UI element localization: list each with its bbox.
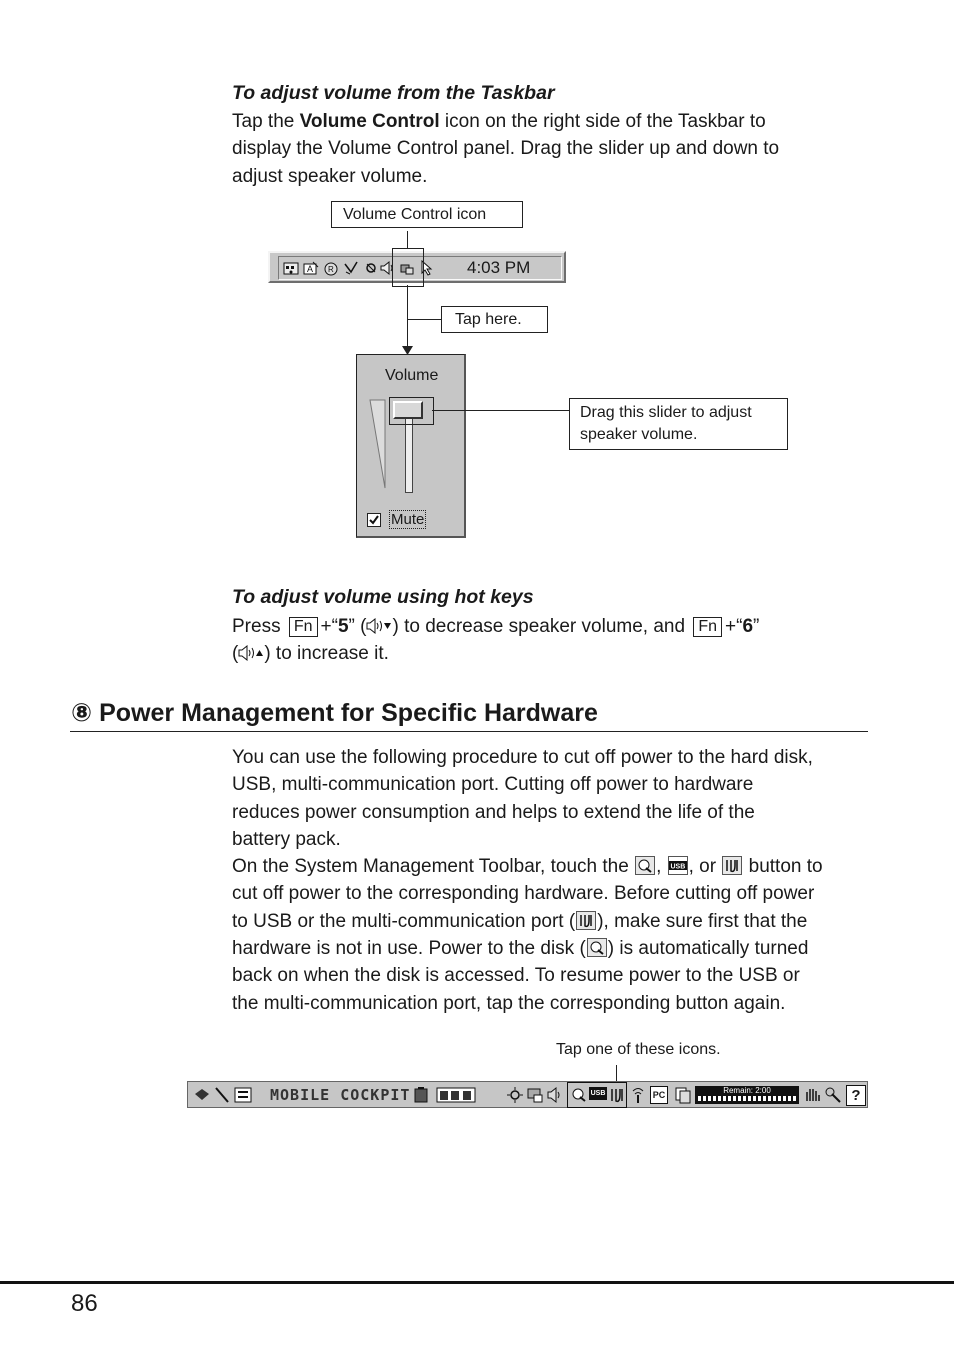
para-text: USB, multi-communication port. Cutting off power to hardware bbox=[232, 774, 754, 796]
checkmark-icon bbox=[368, 514, 380, 526]
battery-status-icon[interactable] bbox=[436, 1086, 476, 1104]
toolbar-title: MOBILE COCKPIT bbox=[270, 1086, 411, 1104]
section-heading bbox=[71, 698, 598, 728]
usb-power-icon bbox=[668, 856, 688, 875]
text-input-icon[interactable] bbox=[303, 260, 319, 276]
para-text: ” bbox=[753, 616, 760, 637]
port-power-icon bbox=[576, 911, 596, 930]
page-number: 86 bbox=[71, 1290, 98, 1317]
stylus-icon[interactable] bbox=[323, 260, 339, 276]
pen-tool-icon[interactable] bbox=[214, 1086, 230, 1104]
disk-power-icon bbox=[587, 938, 607, 957]
para-text: You can use the following procedure to cut off power to the hard disk, bbox=[232, 747, 813, 768]
volume-control-panel bbox=[356, 354, 466, 538]
pen-icon[interactable] bbox=[343, 260, 359, 276]
copy-icon[interactable] bbox=[674, 1086, 692, 1104]
para-text: , bbox=[656, 856, 662, 878]
leader-line bbox=[408, 319, 441, 320]
callout-text: speaker volume. bbox=[580, 426, 698, 443]
volume-up-icon bbox=[238, 645, 264, 661]
system-management-toolbar bbox=[187, 1081, 868, 1108]
taskbar-volume-heading: To adjust volume from the Taskbar bbox=[232, 82, 555, 104]
para-text: button to bbox=[748, 856, 823, 878]
mute-label: Mute bbox=[391, 511, 425, 528]
volume-panel-title: Volume bbox=[385, 367, 439, 384]
callout-text: Drag this slider to adjust bbox=[580, 404, 752, 421]
para-text: Press bbox=[232, 616, 281, 637]
para-text: ( bbox=[232, 643, 239, 665]
tap-icons-callout: Tap one of these icons. bbox=[556, 1041, 721, 1058]
para-text: battery pack. bbox=[232, 828, 341, 850]
fn-key: Fn bbox=[289, 617, 318, 637]
remain-label: Remain: 2:00 bbox=[723, 1086, 771, 1095]
para-text: On the System Management Toolbar, touch the bbox=[232, 856, 629, 878]
key-5: 5 bbox=[337, 616, 349, 637]
para-text: to USB or the multi-communication port ( bbox=[232, 910, 576, 932]
para-text: ) to decrease speaker volume, and bbox=[392, 616, 686, 637]
speaker-icon[interactable] bbox=[546, 1086, 564, 1104]
section-number: ⑧ bbox=[71, 699, 93, 727]
para-text: , or bbox=[688, 856, 717, 878]
display-icon[interactable] bbox=[526, 1086, 544, 1104]
taskbar-clock[interactable]: 4:03 PM bbox=[467, 258, 531, 277]
para-text: back on when the disk is accessed. To resume power to the USB or bbox=[232, 965, 800, 987]
para-text: ” ( bbox=[348, 616, 367, 637]
brightness-icon[interactable] bbox=[506, 1086, 524, 1104]
para-text: adjust speaker volume. bbox=[232, 165, 428, 187]
para-text: ) is automatically turned bbox=[607, 938, 809, 960]
usb-power-icon[interactable]: USB bbox=[589, 1087, 607, 1100]
svg-text:USB: USB bbox=[670, 863, 685, 871]
hotkeys-heading: To adjust volume using hot keys bbox=[232, 586, 534, 608]
slider-highlight bbox=[389, 397, 434, 425]
tap-here-callout: Tap here. bbox=[441, 306, 548, 333]
pc-card-icon[interactable]: PC bbox=[650, 1086, 668, 1104]
section-rule bbox=[70, 731, 868, 732]
mute-checkbox[interactable] bbox=[367, 513, 381, 527]
key-6: 6 bbox=[742, 616, 754, 637]
svg-text:A: A bbox=[307, 264, 314, 274]
para-text: +“ bbox=[725, 616, 743, 637]
para-text: icon on the right side of the Taskbar to bbox=[439, 111, 766, 132]
port-power-icon[interactable] bbox=[608, 1086, 626, 1104]
leader-line bbox=[407, 285, 408, 349]
disk-power-icon bbox=[635, 856, 655, 875]
para-text: ), make sure first that the bbox=[597, 910, 808, 932]
speaker-mute-icon[interactable] bbox=[363, 260, 379, 276]
footer-rule bbox=[0, 1281, 954, 1284]
fn-key: Fn bbox=[693, 617, 722, 637]
hotkeys-paragraph bbox=[232, 613, 872, 668]
remain-level-bar bbox=[698, 1096, 796, 1101]
wireless-icon[interactable] bbox=[630, 1086, 646, 1104]
para-text: display the Volume Control panel. Drag the slider up and down to bbox=[232, 138, 780, 160]
system-icon[interactable] bbox=[193, 1086, 211, 1104]
hand-icon[interactable] bbox=[804, 1086, 822, 1104]
power-management-paragraph bbox=[232, 744, 882, 1017]
drag-slider-callout bbox=[569, 398, 788, 450]
settings-list-icon[interactable] bbox=[234, 1086, 252, 1104]
battery-remain-meter bbox=[695, 1086, 799, 1104]
help-button[interactable]: ? bbox=[846, 1085, 866, 1106]
port-power-icon bbox=[722, 856, 742, 875]
svg-text:R: R bbox=[328, 265, 334, 274]
leader-line bbox=[407, 231, 408, 248]
para-text: the multi-communication port, tap the corresponding button again. bbox=[232, 992, 786, 1014]
para-text: Tap the bbox=[232, 111, 300, 132]
volume-icon-highlight bbox=[392, 248, 424, 287]
battery-icon[interactable] bbox=[412, 1086, 430, 1104]
leader-line bbox=[432, 410, 569, 411]
taskbar-volume-paragraph bbox=[232, 108, 892, 190]
keyboard-icon[interactable] bbox=[283, 260, 299, 276]
disk-power-icon[interactable] bbox=[570, 1086, 588, 1104]
tools-icon[interactable] bbox=[824, 1086, 842, 1104]
leader-line bbox=[616, 1065, 617, 1081]
volume-control-term: Volume Control bbox=[299, 111, 440, 132]
para-text: cut off power to the corresponding hardware. Before cutting off power bbox=[232, 883, 815, 905]
volume-down-icon bbox=[366, 618, 392, 634]
para-text: ) to increase it. bbox=[264, 643, 389, 665]
section-title: Power Management for Specific Hardware bbox=[99, 699, 598, 727]
volume-level-wedge-icon bbox=[369, 398, 387, 490]
para-text: +“ bbox=[320, 616, 338, 637]
para-text: hardware is not in use. Power to the disk ( bbox=[232, 938, 586, 960]
para-text: reduces power consumption and helps to extend the life of the bbox=[232, 801, 755, 823]
volume-control-icon-callout: Volume Control icon bbox=[331, 201, 523, 228]
